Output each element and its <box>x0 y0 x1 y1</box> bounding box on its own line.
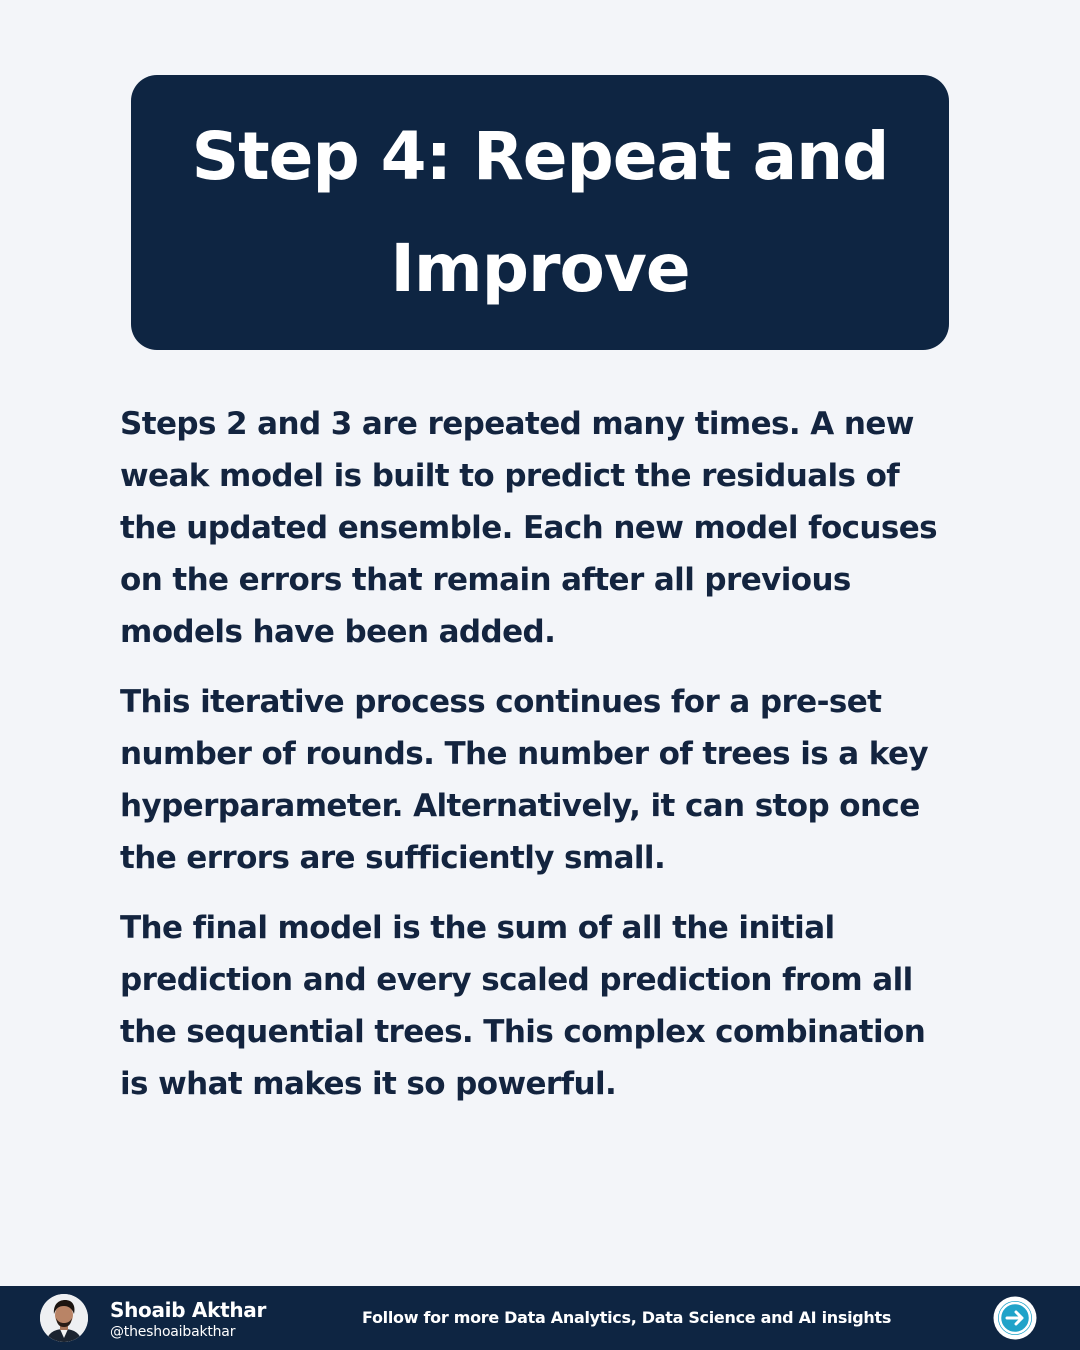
follow-text: Follow for more Data Analytics, Data Science and AI insights <box>362 1308 892 1327</box>
paragraph-3: The final model is the sum of all the initial prediction and every scaled prediction from all the sequential trees. This complex combination is what makes it so powerful. <box>120 910 926 1102</box>
next-button[interactable] <box>992 1295 1038 1341</box>
content-body <box>120 398 960 1128</box>
author-handle[interactable]: @theshoaibakthar <box>110 1324 236 1340</box>
arrow-right-circle-icon <box>992 1295 1038 1341</box>
title-banner <box>131 75 949 350</box>
paragraph-2: This iterative process continues for a pre-set number of rounds. The number of trees is a key hyperparameter. Alternatively, it can stop once the errors are sufficiently small. <box>120 684 928 876</box>
footer-bar <box>0 1286 1080 1350</box>
paragraph-1: Steps 2 and 3 are repeated many times. A new weak model is built to predict the residuals of the updated ensemble. Each new model focuses on the errors that remain after all previous models have been added. <box>120 406 938 650</box>
author-name: Shoaib Akthar <box>110 1298 267 1322</box>
avatar[interactable] <box>40 1294 88 1342</box>
page-title: Step 4: Repeat and Improve <box>191 117 889 307</box>
avatar-portrait-icon <box>40 1294 88 1342</box>
